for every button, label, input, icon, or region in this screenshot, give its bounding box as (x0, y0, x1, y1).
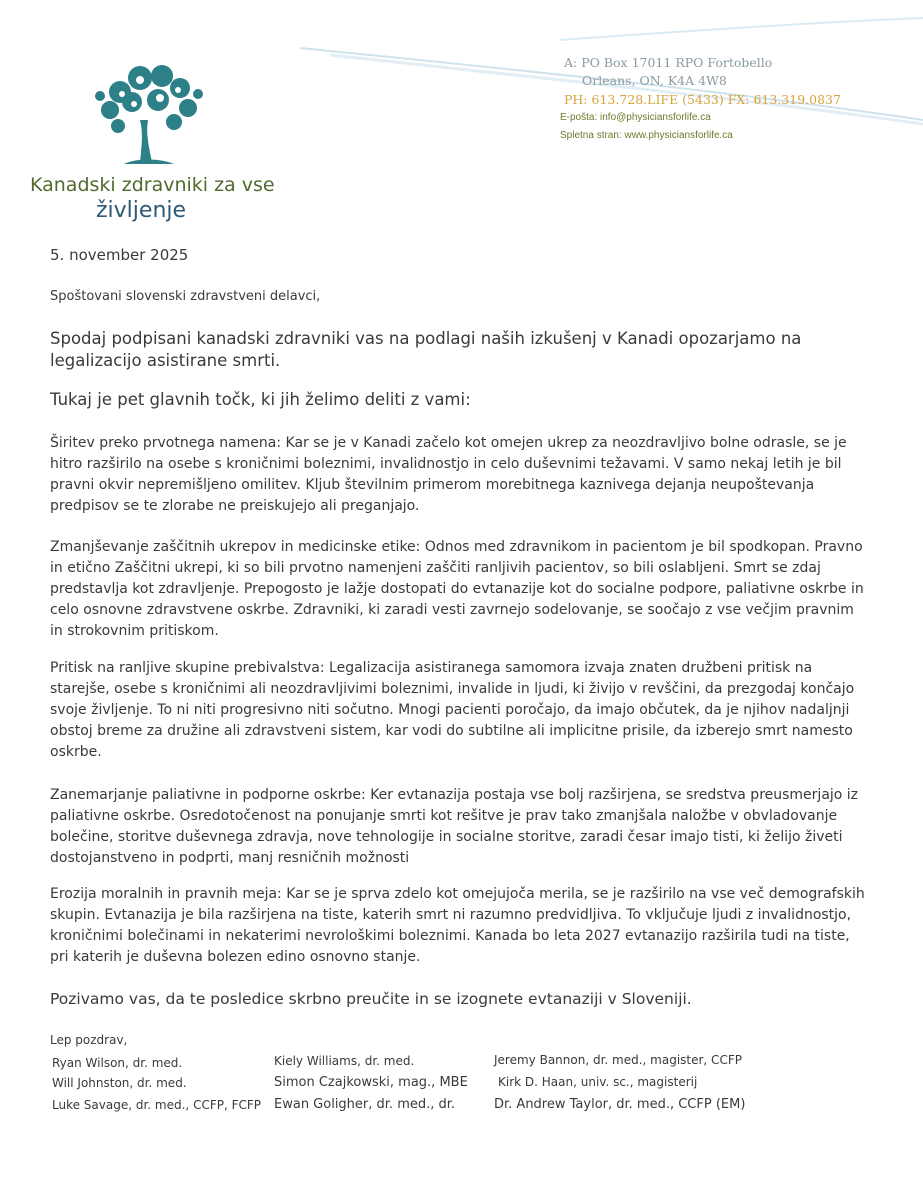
email-line: E-pošta: info@physiciansforlife.ca (560, 112, 711, 123)
website-line: Spletna stran: www.physiciansforlife.ca (560, 130, 733, 141)
intro-paragraph: Spodaj podpisani kanadski zdravniki vas na podlagi naših izkušenj v Kanadi opozarjamo na legalizacijo asistirane smrti. (50, 329, 802, 370)
point-5: Erozija moralnih in pravnih meja: Kar se je sprva zdelo kot omejujoča merila, se je razširilo na vse več demografskih skupin. Evtanazija je bila razširjena na tiste, katerih smrt ni razumno predvidljiva. To vključuje ljudi z invalidnostjo, kroničnimi bolečinami in nekaterimi nevrološkimi boleznimi. Kanada bo leta 2027 evtanazijo razširila tudi na tiste, pri katerih je duševna bolezen edino osnovno stanje. (50, 886, 865, 965)
signatory: Dr. Andrew Taylor, dr. med., CCFP (EM) (494, 1097, 746, 1112)
signatory: Kirk D. Haan, univ. sc., magisterij (498, 1075, 698, 1089)
address-line2: Orleans, ON, K4A 4W8 (582, 73, 727, 88)
tree-logo-icon (88, 62, 208, 166)
signatory: Ryan Wilson, dr. med. (52, 1056, 183, 1070)
signatory: Luke Savage, dr. med., CCFP, FCFP (52, 1098, 262, 1112)
phone-fax: PH: 613.728.LIFE (5433) FX: 613.319.0837 (564, 92, 841, 107)
closing: Lep pozdrav, (50, 1033, 128, 1047)
point-2: Zmanjševanje zaščitnih ukrepov in medicinske etike: Odnos med zdravnikom in pacientom je bil spodkopan. Pravno in etično Zaščitni ukrepi, ki so bili prvotno namenjeni zaščiti ranljivih pacientov, so bili oslabljeni. Smrt se zdaj predstavlja kot zdravljenje. Prepogosto je lažje dostopati do evtanazije kot do socialne podpore, paliativne oskrbe in celo osnovne zdravstvene oskrbe. Zdravniki, ki zaradi vesti zavrnejo sodelovanje, se soočajo z vse večjim pravnim in strokovnim pritiskom. (50, 539, 864, 639)
signatory: Jeremy Bannon, dr. med., magister, CCFP (494, 1053, 742, 1067)
org-name-line1: Kanadski zdravniki za vse (30, 174, 275, 196)
point-4: Zanemarjanje paliativne in podporne oskrbe: Ker evtanazija postaja vse bolj razširjena, se sredstva preusmerjajo iz paliativne oskrbe. Osredotočenost na ponujanje smrti kot rešitve je prav tako zmanjšala naložbe v obvladovanje bolečine, storitve duševnega zdravja, nove tehnologije in socialne storitve, zaradi česar imajo tisti, ki želijo živeti dostojanstveno in podprti, manj resničnih možnosti (50, 787, 859, 866)
signatory: Kiely Williams, dr. med. (274, 1054, 415, 1068)
point-1: Širitev preko prvotnega namena: Kar se je v Kanadi začelo kot omejen ukrep za neozdravljivo bolne odrasle, se je hitro razširilo na osebe s kroničnimi boleznimi, invalidnostjo in celo duševnimi težavami. V samo nekaj letih je bil pravni okvir nepremišljeno omilitev. Kljub številnim primerom morebitnega kaznivega dejanja neupoštevanja predpisov se te zlorabe ne preiskujejo ali preganjajo. (50, 435, 847, 514)
signatory: Will Johnston, dr. med. (52, 1076, 187, 1090)
signatory: Simon Czajkowski, mag., MBE (274, 1075, 468, 1090)
org-name-line2: življenje (96, 198, 187, 223)
address-line1: A: PO Box 17011 RPO Fortobello (564, 55, 773, 70)
point-3: Pritisk na ranljive skupine prebivalstva: Legalizacija asistiranega samomora izvaja znaten družbeni pritisk na starejše, osebe s kroničnimi ali neozdravljivimi boleznimi, invalide in ljudi, ki živijo v revščini, da prezgodaj končajo svoje življenje. To ni niti progresivno niti sočutno. Mnogi pacienti poročajo, da imajo občutek, da je njihov nadaljnji obstoj breme za družine ali zdravstveni sistem, kar vodi do subtilne ali implicitne prisile, da izberejo smrt namesto oskrbe. (50, 660, 855, 760)
signatory: Ewan Goligher, dr. med., dr. (274, 1097, 456, 1112)
letter-date: 5. november 2025 (50, 246, 189, 264)
invitation: Pozivamo vas, da te posledice skrbno preučite in se izognete evtanaziji v Sloveniji. (50, 990, 692, 1008)
greeting: Spoštovani slovenski zdravstveni delavci, (50, 289, 321, 304)
points-intro: Tukaj je pet glavnih točk, ki jih želimo deliti z vami: (50, 390, 471, 409)
